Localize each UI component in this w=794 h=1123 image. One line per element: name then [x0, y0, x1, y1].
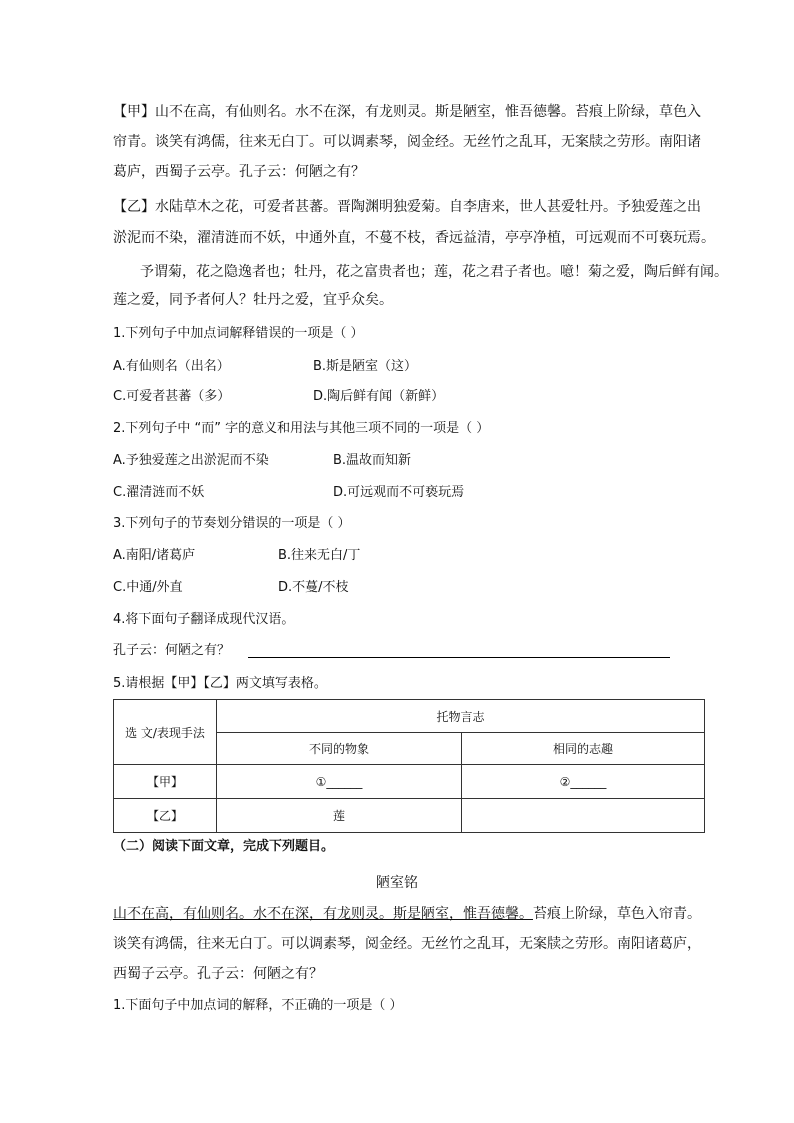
passage-jia-line-3: 葛庐，西蜀子云亭。孔子云：何陋之有？ — [113, 164, 365, 180]
part2-text-line-2: 谈笑有鸿儒，往来无白丁。可以调素琴，阅金经。无丝竹之乱耳，无案牍之劳形。南阳诸葛庐， — [113, 936, 701, 952]
passage-jia-line-2: 帘青。谈笑有鸿儒，往来无白丁。可以调素琴，阅金经。无丝竹之乱耳，无案牍之劳形。南阳诸 — [113, 134, 701, 150]
q2-option-d: D.可远观而不可亵玩焉 — [333, 485, 465, 500]
q2-stem: 2.下列句子中 “而” 字的意义和用法与其他三项不同的一项是（ ） — [113, 421, 490, 436]
q3-option-b: B.往来无白/丁 — [278, 548, 361, 563]
table-col-objects: 不同的物象 — [217, 733, 462, 765]
passage-yi-line-3: 予谓菊，花之隐逸者也；牡丹，花之富贵者也；莲，花之君子者也。噫！菊之爱，陶后鲜有闻。 — [140, 264, 728, 280]
part2-underlined-text: 山不在高，有仙则名。水不在深，有龙则灵。斯是陋室，惟吾德馨。 — [113, 906, 533, 922]
part2-heading: （二）阅读下面文章，完成下列题目。 — [113, 839, 335, 854]
part2-text-line-3: 西蜀子云亭。孔子云：何陋之有？ — [113, 966, 323, 982]
part2-title: 陋室铭 — [376, 875, 418, 891]
q5-stem: 5.请根据【甲】【乙】两文填写表格。 — [113, 676, 327, 691]
table-cell-jia-interest[interactable]: ②______ — [462, 765, 705, 799]
q2-option-c: C.濯清涟而不妖 — [113, 485, 205, 500]
q1-option-b: B.斯是陋室（这） — [313, 359, 418, 374]
q1-option-d: D.陶后鲜有闻（新鲜） — [313, 389, 445, 404]
table-cell-jia-object[interactable]: ①______ — [217, 765, 462, 799]
q1-stem: 1.下列句子中加点词解释错误的一项是（ ） — [113, 326, 364, 341]
q3-option-a: A.南阳/诸葛庐 — [113, 548, 196, 563]
q3-option-c: C.中通/外直 — [113, 580, 183, 595]
q3-stem: 3.下列句子的节奏划分错误的一项是（ ） — [113, 516, 351, 531]
q2-option-a: A.予独爱莲之出淤泥而不染 — [113, 453, 269, 468]
q1-option-a: A.有仙则名（出名） — [113, 359, 230, 374]
table-corner-header: 选 文/表现手法 — [114, 700, 217, 765]
q4-stem: 4.将下面句子翻译成现代汉语。 — [113, 612, 295, 627]
passage-yi-line-4: 莲之爱，同予者何人？牡丹之爱，宜乎众矣。 — [113, 292, 393, 308]
q4-sentence: 孔子云：何陋之有？ — [113, 643, 231, 658]
table-cell-yi-object: 莲 — [217, 799, 462, 833]
part2-text-continuation: 苔痕上阶绿，草色入帘青。 — [533, 906, 701, 922]
q2-option-b: B.温故而知新 — [333, 453, 412, 468]
part2-text-line-1 — [113, 904, 701, 924]
table-row-jia: 【甲】 — [114, 765, 217, 799]
passage-jia-line-1: 【甲】山不在高，有仙则名。水不在深，有龙则灵。斯是陋室，惟吾德馨。苔痕上阶绿，草色入 — [113, 104, 701, 120]
table-cell-yi-interest[interactable] — [462, 799, 705, 833]
table-method-header: 托物言志 — [217, 700, 705, 733]
q4-answer-line[interactable] — [248, 657, 670, 658]
q3-option-d: D.不蔓/不枝 — [278, 580, 349, 595]
q5-answer-table — [113, 699, 705, 833]
passage-yi-line-2: 淤泥而不染，濯清涟而不妖，中通外直，不蔓不枝，香远益清，亭亭净植，可远观而不可亵玩焉。 — [113, 230, 715, 246]
q1-option-c: C.可爱者甚蕃（多） — [113, 389, 231, 404]
part2-q1-stem: 1.下面句子中加点词的解释，不正确的一项是（ ） — [113, 998, 403, 1013]
passage-yi-line-1: 【乙】水陆草木之花，可爱者甚蕃。晋陶渊明独爱菊。自李唐来，世人甚爱牡丹。予独爱莲之出 — [113, 199, 701, 215]
table-row-yi: 【乙】 — [114, 799, 217, 833]
table-col-interests: 相同的志趣 — [462, 733, 705, 765]
